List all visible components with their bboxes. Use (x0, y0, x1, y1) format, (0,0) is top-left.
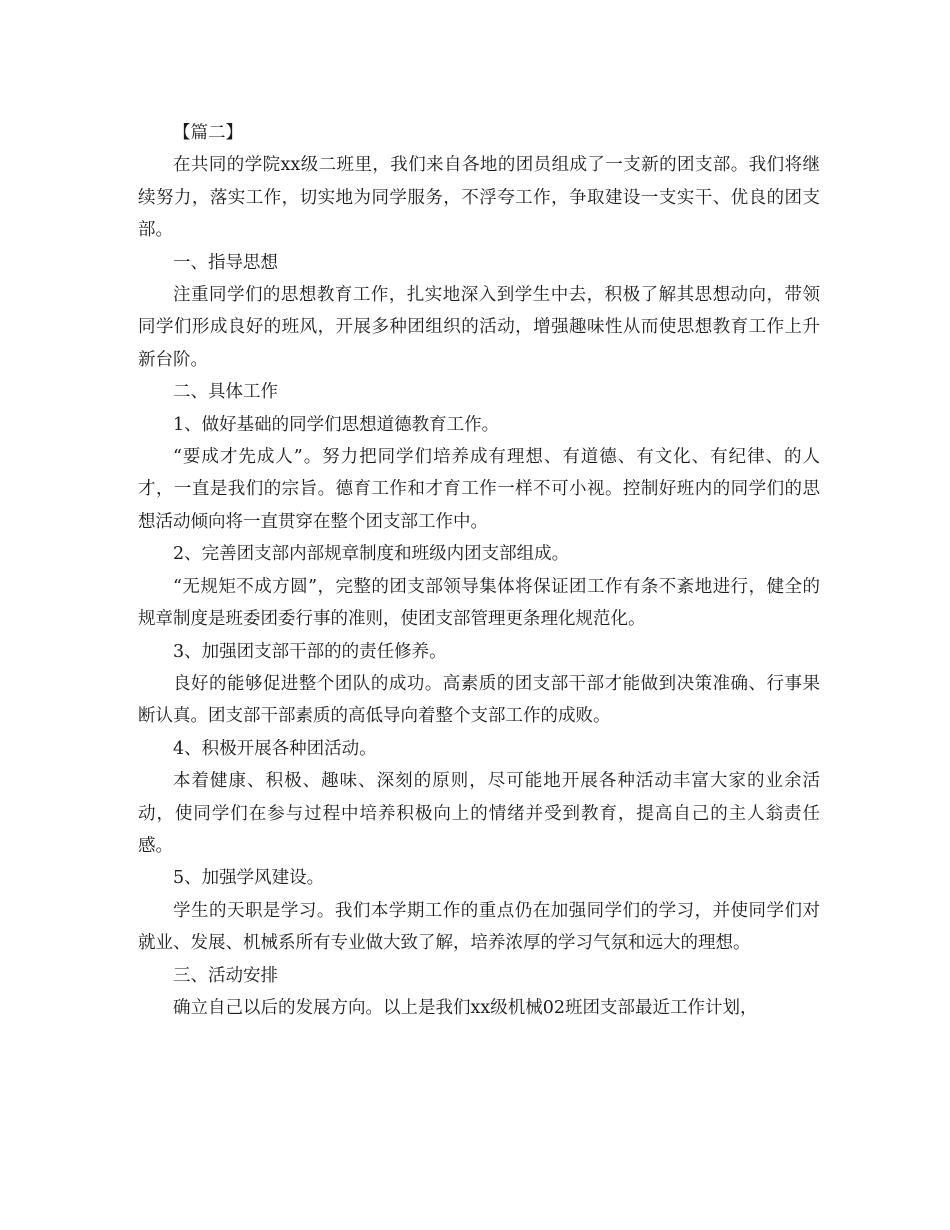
item-1-heading: 1、做好基础的同学们思想道德教育工作。 (173, 414, 500, 435)
item-2-heading: 2、完善团支部内部规章制度和班级内团支部组成。 (173, 544, 570, 565)
item-3-heading: 3、加强团支部干部的的责任修养。 (173, 641, 447, 662)
item-1-paragraph: “要成才先成人”。努力把同学们培养成有理想、有道德、有文化、有纪律、的人才，一直是我们的宗旨。德育工作和才育工作一样不可小视。控制好班内的同学们的思想活动倾向将一直贯穿在整个团支部工作中。 (138, 447, 820, 532)
heading-guiding-ideology: 一、指导思想 (173, 252, 278, 273)
document-body (138, 117, 820, 1024)
heading-activity-arrangement: 三、活动安排 (173, 965, 278, 986)
paragraph-guiding-ideology: 注重同学们的思想教育工作，扎实地深入到学生中去，积极了解其思想动向，带领同学们形成良好的班风，开展多种团组织的活动，增强趣味性从而使思想教育工作上升新台阶。 (138, 285, 820, 370)
item-5-paragraph: 学生的天职是学习。我们本学期工作的重点仍在加强同学们的学习，并使同学们对就业、发展、机械系所有专业做大致了解，培养浓厚的学习气氛和远大的理想。 (138, 900, 820, 954)
item-2-paragraph: “无规矩不成方圆”，完整的团支部领导集体将保证团工作有条不紊地进行，健全的规章制度是班委团委行事的准则，使团支部管理更条理化规范化。 (138, 576, 820, 630)
item-5-heading: 5、加强学风建设。 (173, 868, 325, 889)
heading-specific-work: 二、具体工作 (173, 382, 278, 403)
section-heading-part-two: 【篇二】 (173, 123, 243, 143)
item-4-paragraph: 本着健康、积极、趣味、深刻的原则，尽可能地开展各种活动丰富大家的业余活动，使同学们在参与过程中培养积极向上的情绪并受到教育，提高自己的主人翁责任感。 (138, 771, 820, 856)
closing-paragraph: 确立自己以后的发展方向。以上是我们xx级机械02班团支部最近工作计划， (173, 997, 758, 1018)
intro-paragraph: 在共同的学院xx级二班里，我们来自各地的团员组成了一支新的团支部。我们将继续努力，落实工作，切实地为同学服务，不浮夸工作，争取建设一支实干、优良的团支部。 (138, 155, 820, 241)
item-3-paragraph: 良好的能够促进整个团队的成功。高素质的团支部干部才能做到决策准确、行事果断认真。团支部干部素质的高低导向着整个支部工作的成败。 (138, 673, 820, 727)
item-4-heading: 4、积极开展各种团活动。 (173, 738, 377, 759)
